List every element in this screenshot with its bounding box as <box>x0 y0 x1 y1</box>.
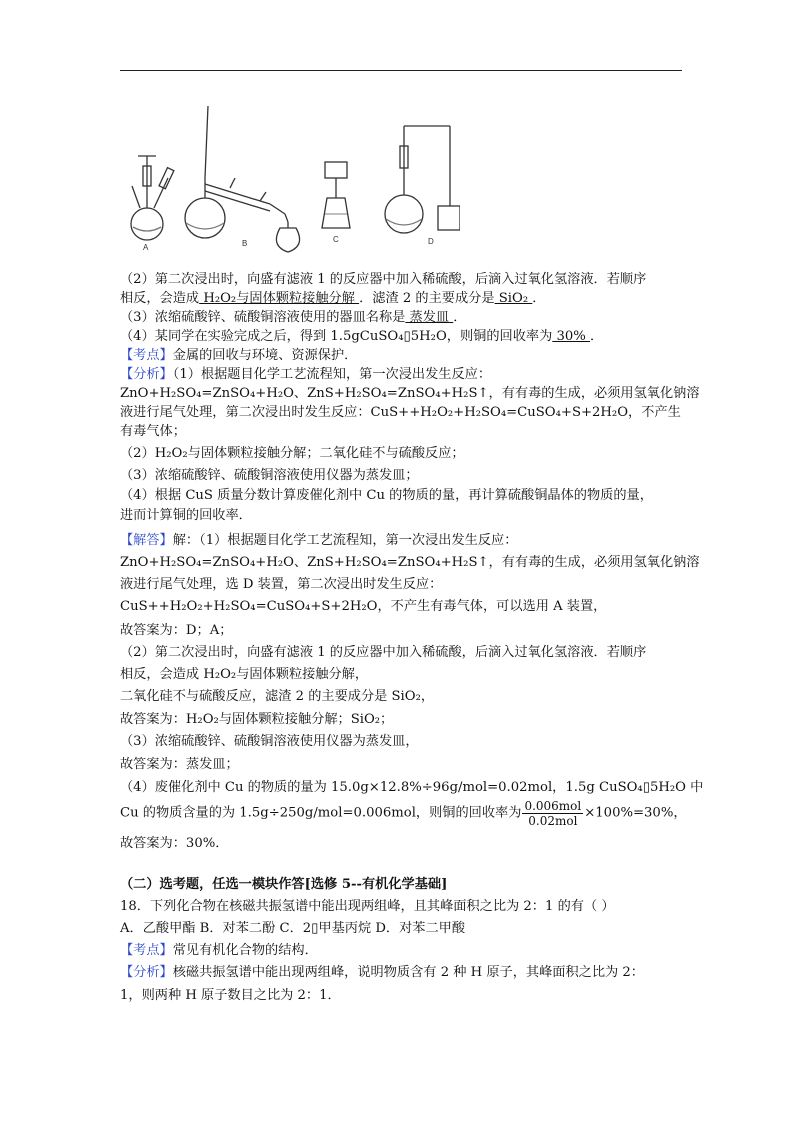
question-18-options: A．乙酸甲酯 B．对苯二酚 C．2▯甲基丙烷 D．对苯二甲酸 <box>120 921 466 936</box>
fenxi-1-line5: （2）H₂O₂与固体颗粒接触分解；二氧化硅不与硫酸反应； <box>120 446 465 461</box>
jieda-line7: 相反，会造成 H₂O₂与固体颗粒接触分解， <box>120 667 369 682</box>
fenxi-1: 【分析】（1）根据题目化学工艺流程知，第一次浸出发生反应： <box>120 367 492 382</box>
fenxi-1-line2: ZnO+H₂SO₄=ZnSO₄+H₂O、ZnS+H₂SO₄=ZnSO₄+H₂S↑，有有毒的生成，必须用氢氧化钠溶 <box>120 386 700 401</box>
label-c: C <box>333 235 339 244</box>
q-part3: （3）浓缩硫酸锌、硫酸铜溶液使用的器皿名称是 蒸发皿 ． <box>120 310 467 325</box>
answer-blank: H₂O₂与固体颗粒接触分解 <box>199 291 360 306</box>
label-b: B <box>242 239 248 248</box>
jieda-line10: （3）浓缩硫酸锌、硫酸铜溶液使用仪器为蒸发皿， <box>120 734 419 749</box>
apparatus-c <box>322 162 350 228</box>
kaodian-1: 【考点】金属的回收与环境、资源保护． <box>120 348 358 363</box>
jieda-line13: Cu 的物质含量的为 1.5g÷250g/mol=0.006mol，则铜的回收率为 $\frac{\text{0.006mol}}{\text{0.02mol}}$ ×100%=30%， <box>120 799 687 828</box>
apparatus-b <box>185 106 300 252</box>
fenxi-1-line7: （4）根据 CuS 质量分数计算废催化剂中 Cu 的物质的量，再计算硫酸铜晶体的物质的量， <box>120 488 653 503</box>
jieda-line5: 故答案为：D；A； <box>120 623 233 638</box>
jieda-line12: （4）废催化剂中 Cu 的物质的量为 15.0g×12.8%÷96g/mol=0.02mol，1.5g CuSO₄▯5H₂O 中 <box>120 780 704 795</box>
answer-blank: 30% <box>552 329 590 344</box>
fenxi-1-line3: 液进行尾气处理，第二次浸出时发生反应：CuS++H₂O₂+H₂SO₄=CuSO₄+S+2H₂O，不产生 <box>120 405 681 420</box>
recovery-fraction: $\frac{\text{0.006mol}}{\text{0.02mol}}$ <box>524 799 582 828</box>
kaodian-2: 【考点】常见有机化合物的结构． <box>120 943 318 958</box>
fenxi-1-line6: （3）浓缩硫酸锌、硫酸铜溶液使用仪器为蒸发皿； <box>120 468 419 483</box>
fenxi-tag: 【分析】 <box>120 965 173 980</box>
jieda-line3: 液进行尾气处理，选 D 装置，第二次浸出时发生反应： <box>120 577 443 592</box>
answer-blank: 蒸发皿 <box>405 310 454 325</box>
header-rule <box>120 70 682 71</box>
answer-blank: SiO₂ <box>494 291 533 306</box>
jieda-line14: 故答案为：30%． <box>120 836 229 851</box>
jieda-tag: 【解答】 <box>120 533 173 548</box>
apparatus-a <box>131 156 174 240</box>
q-part4: （4）某同学在实验完成之后，得到 1.5gCuSO₄▯5H₂O，则铜的回收率为 30% ． <box>120 329 604 344</box>
question-18: 18．下列化合物在核磁共振氢谱中能出现两组峰，且其峰面积之比为 2：1 的有（ ） <box>120 899 615 914</box>
q-part2-line1: （2）第二次浸出时，向盛有滤液 1 的反应器中加入稀硫酸，后滴入过氧化氢溶液．若顺序 <box>120 272 647 287</box>
jieda-line8: 二氧化硅不与硫酸反应，滤渣 2 的主要成分是 SiO₂， <box>120 689 435 704</box>
jieda-line11: 故答案为：蒸发皿； <box>120 757 239 772</box>
fenxi-1-line4: 有毒气体； <box>120 424 186 439</box>
apparatus-figure <box>120 96 460 264</box>
apparatus-d <box>385 126 460 233</box>
fenxi-2: 【分析】核磁共振氢谱中能出现两组峰，说明物质含有 2 种 H 原子，其峰面积之比为 2： <box>120 965 644 980</box>
fenxi-tag: 【分析】 <box>120 367 173 382</box>
fenxi-2-line2: 1，则两种 H 原子数目之比为 2：1． <box>120 988 341 1003</box>
label-a: A <box>143 243 149 252</box>
section-title: （二）选考题，任选一模块作答[选修 5--有机化学基础] <box>120 877 448 892</box>
fenxi-1-line8: 进而计算铜的回收率． <box>120 508 252 523</box>
jieda-line9: 故答案为：H₂O₂与固体颗粒接触分解；SiO₂； <box>120 712 394 727</box>
jieda: 【解答】解：（1）根据题目化学工艺流程知，第一次浸出发生反应： <box>120 533 518 548</box>
label-d: D <box>428 237 434 246</box>
q-part2-line2: 相反，会造成 H₂O₂与固体颗粒接触分解 ．滤渣 2 的主要成分是 SiO₂ ． <box>120 291 546 306</box>
jieda-line2: ZnO+H₂SO₄=ZnSO₄+H₂O、ZnS+H₂SO₄=ZnSO₄+H₂S↑，有有毒的生成，必须用氢氧化钠溶 <box>120 555 700 570</box>
jieda-line6: （2）第二次浸出时，向盛有滤液 1 的反应器中加入稀硫酸，后滴入过氧化氢溶液．若顺序 <box>120 645 647 660</box>
jieda-line4: CuS++H₂O₂+H₂SO₄=CuSO₄+S+2H₂O，不产生有毒气体，可以选用 A 装置， <box>120 599 607 614</box>
kaodian-tag: 【考点】 <box>120 348 173 363</box>
kaodian-tag: 【考点】 <box>120 943 173 958</box>
